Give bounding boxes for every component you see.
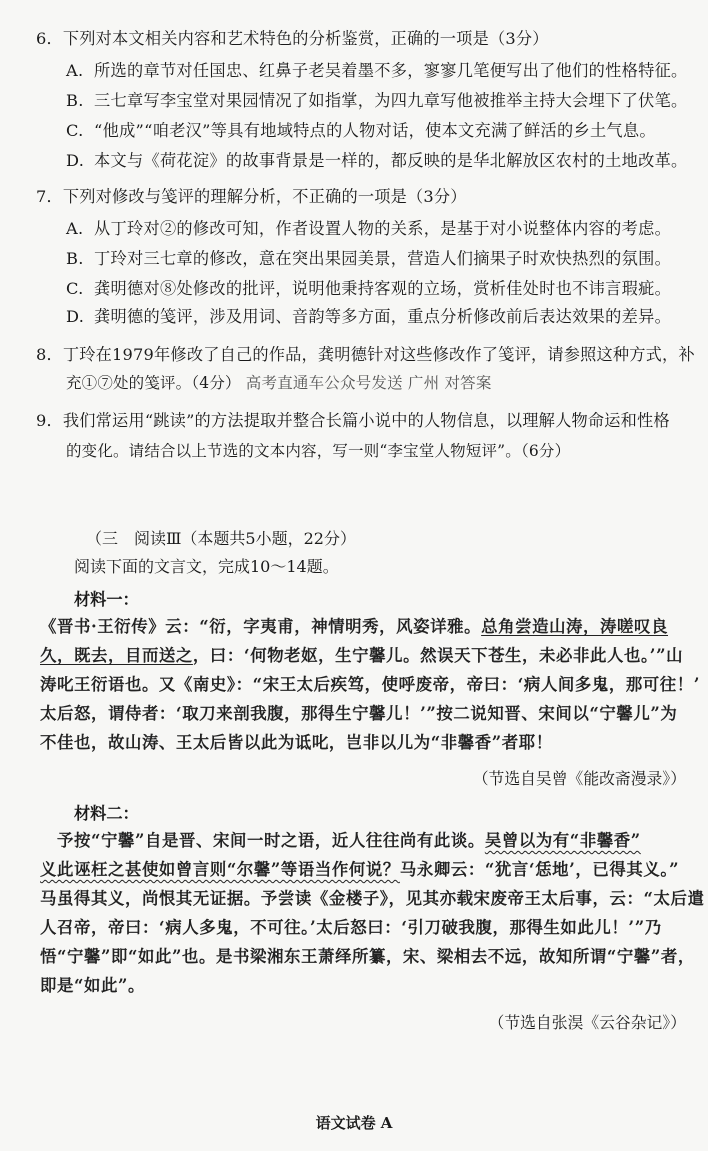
q6-option-c: C. “他成”“咱老汉”等具有地域特点的人物对话，使本文充满了鲜活的乡土气息。 [66,121,656,140]
question-7-stem: 7．下列对修改与笺评的理解分析，不正确的一项是（3分） [36,187,467,206]
material-2-source: （节选自张淏《云谷杂记》） [488,1013,686,1032]
section-instruction: 阅读下面的文言文，完成10～14题。 [74,557,339,576]
question-8-line-1: 8．丁玲在1979年修改了自己的作品，龚明德针对这些修改作了笺评，请参照这种方式，补 [36,345,695,364]
material-1-source: （节选自吴曾《能改斋漫录》） [472,769,686,788]
material-1-heading: 材料一： [74,590,139,609]
q6-option-d: D. 本文与《荷花淀》的故事背景是一样的，都反映的是华北解放区农村的土地改革。 [66,151,688,170]
watermark-note: 高考直通车公众号发送 广州 对答案 [245,374,492,392]
section-title: （三 阅读Ⅲ（本题共5小题，22分） [86,529,356,548]
q6-option-b: B. 三七章写李宝堂对果园情况了如指掌，为四九章写他被推举主持大会埋下了伏笔。 [66,91,688,110]
q6-option-a: A. 所选的章节对任国忠、红鼻子老吴着墨不多，寥寥几笔便写出了他们的性格特征。 [66,61,688,80]
question-9-line-1: 9．我们常运用“跳读”的方法提取并整合长篇小说中的人物信息，以理解人物命运和性格 [36,411,670,430]
question-8-line-2: 充①⑦处的笺评。（4分） 高考直通车公众号发送 广州 对答案 [66,374,492,392]
material-1-text: 《晋书·王衍传》云：“衍，字夷甫，神情明秀，风姿详雅。总角尝造山涛，涛嗟叹良 久，既去，目而送之，曰：‘何物老妪，生宁馨儿。然误天下苍生，未必非此人也。’”山 涛叱王衍语也。又《南史》：“宋王太后疾笃，使呼废帝，帝曰：‘病人间多鬼，那可往！’ 太后怒，谓侍者：‘取刀来剖我腹，那得生宁馨儿！’”按二说知晋、宋间以“宁馨儿”为 不佳也，故山涛、王太后皆以此为诋叱，岂非以儿为“非馨香”者耶！ [40,617,701,752]
q7-option-d: D. 龚明德的笺评，涉及用词、音韵等多方面，重点分析修改前后表达效果的差异。 [66,307,672,326]
question-9-line-2: 的变化。请结合以上节选的文本内容，写一则“李宝堂人物短评”。（6分） [66,442,571,460]
wavy-underlined-sentence: 吴曾以为有“非馨香” [484,831,641,850]
underlined-sentence: 总角尝造山涛，涛嗟叹良 [481,617,669,636]
page-footer: 语文试卷 A [315,1114,393,1132]
q7-option-a: A. 从丁玲对②的修改可知，作者设置人物的关系，是基于对小说整体内容的考虑。 [66,219,672,238]
q7-option-b: B. 丁玲对三七章的修改，意在突出果园美景，营造人们摘果子时欢快热烈的氛围。 [66,249,672,268]
wavy-underlined-sentence-cont: 义此诬枉之甚使如曾言则“尔馨”等语当作何说？ [40,860,400,879]
question-6-stem: 6．下列对本文相关内容和艺术特色的分析鉴赏，正确的一项是（3分） [36,29,549,48]
q7-option-c: C. 龚明德对⑧处修改的批评，说明他秉持客观的立场，赏析佳处时也不讳言瑕疵。 [66,279,672,298]
material-2-heading: 材料二： [74,804,139,823]
underlined-sentence-cont: 久，既去，目而送之 [40,646,193,665]
material-2-text: 予按“宁馨”自是晋、宋间一时之语，近人往往尚有此谈。吴曾以为有“非馨香” 义此诬枉之甚使如曾言则“尔馨”等语当作何说？马永卿云：“犹言‘恁地’，已得其义。” 马虽得其义，尚恨其无证据。予尝读《金楼子》，见其亦载宋废帝王太后事，云：“太后遣 人召帝，帝曰：‘病人多鬼，不可往。’太后怒曰：‘引刀破我腹，那得生如此儿！’”乃 悟“宁馨”即“如此”也。是书梁湘东王萧绎所纂，宋、梁相去不远，故知所谓“宁馨”者， 即是“如此”。 [40,831,705,995]
